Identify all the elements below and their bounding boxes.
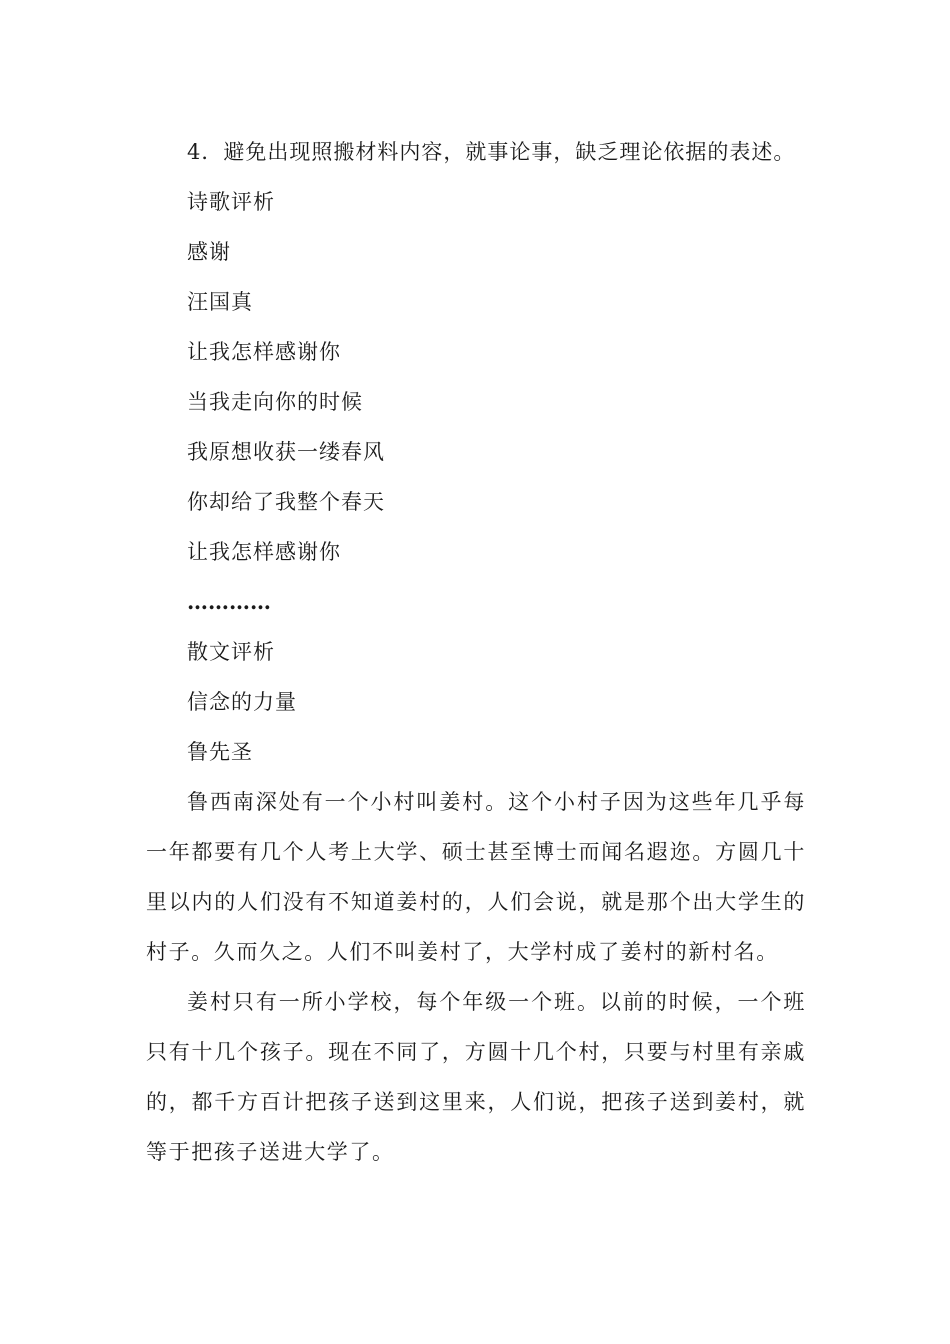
prose-author: 鲁先圣 (187, 740, 253, 764)
note-item: 4．避免出现照搬材料内容，就事论事，缺乏理论依据的表述。 (187, 140, 796, 164)
poem-title: 感谢 (187, 240, 231, 264)
prose-paragraph: 鲁西南深处有一个小村叫姜村。这个小村子因为这些年几乎每一年都要有几个人考上大学、硕士甚至博士而闻名遐迩。方圆几十里以内的人们没有不知道姜村的，人们会说，就是那个出大学生的村子。久而久之。人们不叫姜村了，大学村成了姜村的新村名。 (146, 790, 806, 964)
poem-author: 汪国真 (187, 290, 253, 314)
poem-verse: 当我走向你的时候 (187, 390, 363, 414)
poem-verse: 我原想收获一缕春风 (187, 440, 385, 464)
poem-verse: 让我怎样感谢你 (187, 340, 341, 364)
poem-verse: 让我怎样感谢你 (187, 540, 341, 564)
poem-verse: 你却给了我整个春天 (187, 490, 385, 514)
prose-paragraph: 姜村只有一所小学校，每个年级一个班。以前的时候，一个班只有十几个孩子。现在不同了，方圆十几个村，只要与村里有亲戚的，都千方百计把孩子送到这里来，人们说，把孩子送到姜村，就等于把孩子送进大学了。 (146, 990, 806, 1164)
poem-ellipsis: ………… (187, 589, 271, 614)
poem-verses (146, 327, 806, 577)
document-body (146, 127, 806, 1177)
prose-title: 信念的力量 (187, 690, 297, 714)
prose-section-heading: 散文评析 (187, 640, 275, 664)
poetry-section-heading: 诗歌评析 (187, 190, 275, 214)
